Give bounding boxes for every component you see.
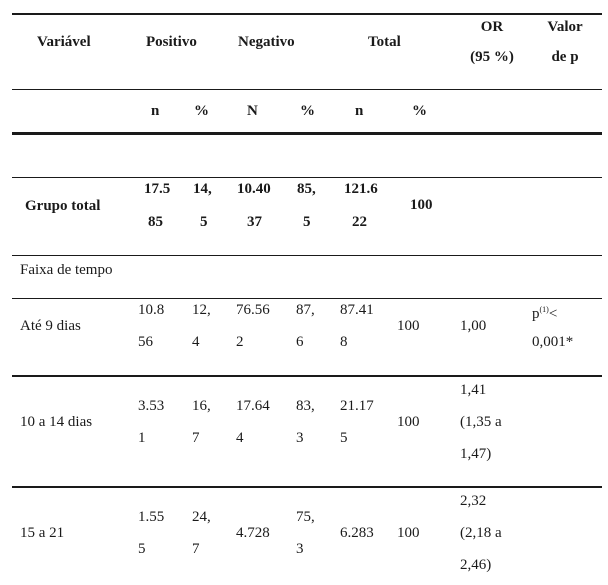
- row-label: Grupo total: [25, 198, 101, 214]
- row-label: 10 a 14 dias: [20, 414, 93, 430]
- header-variable: Variável: [37, 34, 91, 50]
- pos-pct-line2: 4: [192, 334, 200, 350]
- neg-n-line1: 17.64: [236, 398, 270, 414]
- or-line2: (1,35 a: [460, 414, 502, 430]
- tot-n-line1: 121.6: [344, 181, 378, 197]
- tot-n-line2: 22: [352, 214, 367, 230]
- pos-n-line1: 10.8: [138, 302, 165, 318]
- neg-n: 4.728: [236, 525, 270, 541]
- tot-pct: 100: [410, 197, 433, 213]
- subheader-divider: [12, 132, 602, 135]
- or-line1: 1,41: [460, 382, 487, 398]
- pos-n-line1: 3.53: [138, 398, 165, 414]
- neg-n-line1: 10.40: [237, 181, 271, 197]
- neg-pct-line1: 85,: [297, 181, 316, 197]
- row3-top-rule: [12, 486, 602, 488]
- tot-pct: 100: [397, 318, 420, 334]
- tot-n-line2: 5: [340, 430, 348, 446]
- p-footnote-ref: (1): [539, 305, 549, 314]
- header-negativo: Negativo: [238, 34, 295, 50]
- neg-pct-line2: 3: [296, 430, 304, 446]
- neg-n-line2: 4: [236, 430, 244, 446]
- or-line3: 2,46): [460, 557, 492, 573]
- pos-pct-line1: 16,: [192, 398, 211, 414]
- neg-pct-line2: 3: [296, 541, 304, 557]
- subheader-neg-pct: %: [300, 103, 315, 119]
- p-comparator: <: [548, 306, 558, 322]
- pos-pct-line1: 14,: [193, 181, 212, 197]
- p-prefix: p: [532, 306, 540, 322]
- neg-pct-line1: 75,: [296, 509, 315, 525]
- neg-pct-line2: 5: [303, 214, 311, 230]
- pos-pct-line2: 7: [192, 430, 200, 446]
- or-line3: 1,47): [460, 446, 492, 462]
- or-line2: (2,18 a: [460, 525, 502, 541]
- pos-n-line1: 17.5: [144, 181, 171, 197]
- header-divider: [12, 89, 602, 90]
- header-p-line1: Valor: [547, 19, 583, 35]
- neg-n-line1: 76.56: [236, 302, 270, 318]
- tot-pct: 100: [397, 525, 420, 541]
- tot-pct: 100: [397, 414, 420, 430]
- section-label-faixa-de-tempo: Faixa de tempo: [20, 262, 113, 278]
- header-or-line2: (95 %): [470, 49, 514, 65]
- pos-n-line2: 1: [138, 430, 146, 446]
- tot-n-line2: 8: [340, 334, 348, 350]
- neg-n-line2: 37: [247, 214, 262, 230]
- or-line1: 2,32: [460, 493, 487, 509]
- row-label: 15 a 21: [20, 525, 65, 541]
- subheader-neg-n: N: [247, 103, 258, 119]
- row2-top-rule: [12, 375, 602, 377]
- p-value-line1: [532, 296, 557, 328]
- neg-n-line2: 2: [236, 334, 244, 350]
- header-positivo: Positivo: [146, 34, 197, 50]
- pos-pct-line1: 24,: [192, 509, 211, 525]
- pos-n-line2: 5: [138, 541, 146, 557]
- p-value-line2: 0,001*: [532, 334, 574, 350]
- tot-n-line1: 87.41: [340, 302, 374, 318]
- or-value: 1,00: [460, 318, 487, 334]
- pos-n-line2: 85: [148, 214, 163, 230]
- pos-pct-line2: 7: [192, 541, 200, 557]
- pos-pct-line1: 12,: [192, 302, 211, 318]
- subheader-pos-pct: %: [194, 103, 209, 119]
- subheader-tot-pct: %: [412, 103, 427, 119]
- pos-n-line2: 56: [138, 334, 153, 350]
- header-p-line2: de p: [551, 49, 579, 65]
- header-total: Total: [368, 34, 401, 50]
- pos-n-line1: 1.55: [138, 509, 165, 525]
- pos-pct-line2: 5: [200, 214, 208, 230]
- header-or-line1: OR: [480, 19, 504, 35]
- neg-pct-line1: 87,: [296, 302, 315, 318]
- tot-n-line1: 21.17: [340, 398, 374, 414]
- row-label: Até 9 dias: [20, 318, 81, 334]
- neg-pct-line1: 83,: [296, 398, 315, 414]
- subheader-tot-n: n: [355, 103, 364, 119]
- tot-n: 6.283: [340, 525, 374, 541]
- neg-pct-line2: 6: [296, 334, 304, 350]
- subheader-pos-n: n: [151, 103, 160, 119]
